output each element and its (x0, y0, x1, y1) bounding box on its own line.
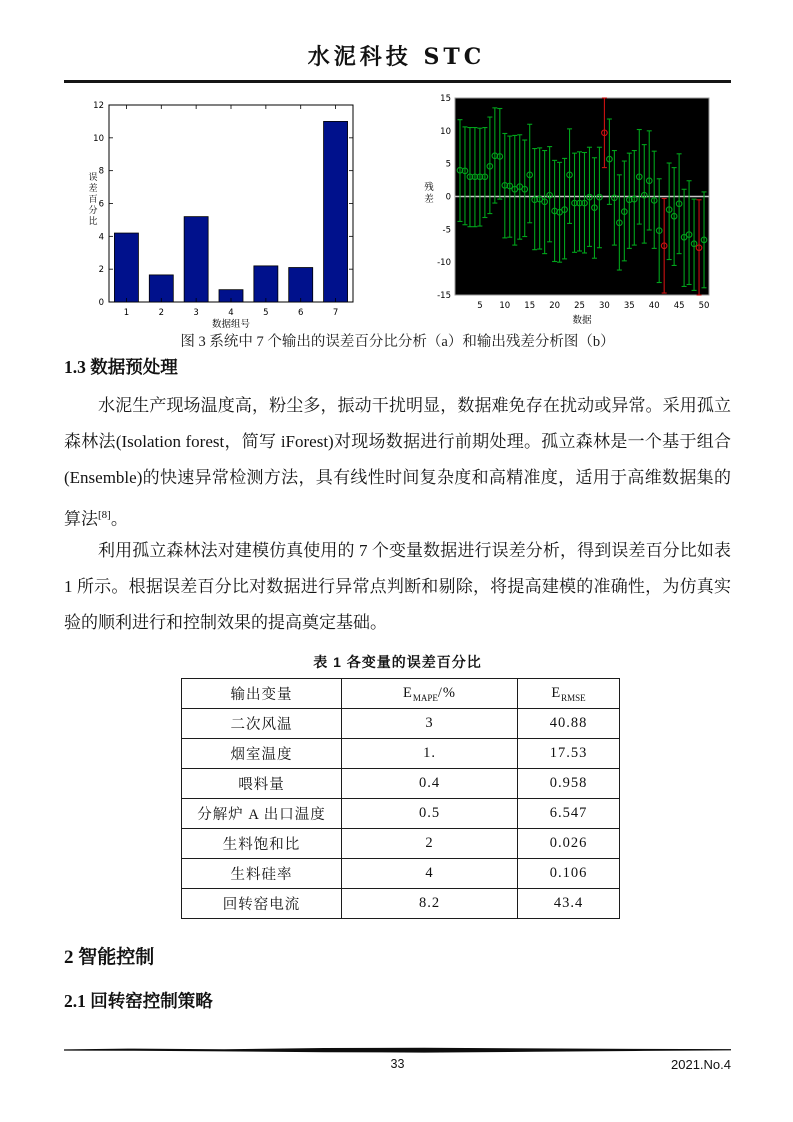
table-cell: 0.4 (342, 769, 518, 799)
errorbar-chart-svg (415, 92, 733, 337)
y-tick-label: 12 (93, 101, 104, 111)
y-tick-label: 5 (445, 159, 451, 170)
table-cell: 回转窑电流 (182, 889, 342, 919)
figure-caption: 图 3 系统中 7 个输出的误差百分比分析（a）和输出残差分析图（b） (180, 334, 615, 350)
table-cell: 43.4 (518, 889, 620, 919)
table-cell: 3 (342, 709, 518, 739)
table-row (182, 829, 620, 859)
paragraph-1-text: 水泥生产现场温度高，粉尘多，振动干扰明显，数据难免存在扰动或异常。采用孤立森林法(Isolation forest，简写 iForest)对现场数据进行前期处理。孤立森林是一个基于组合(Ensemble)的快速异常检测方法，具有线性时间复杂度和高精准度，适用于高维数据集的算法 (64, 396, 731, 529)
table-row (182, 739, 620, 769)
x-tick-label: 15 (524, 301, 536, 311)
x-tick-label: 3 (193, 308, 199, 318)
table-cell: 4 (342, 859, 518, 889)
bar-group-5 (254, 266, 278, 302)
table-cell: 0.958 (518, 769, 620, 799)
table-cell: 0.5 (342, 799, 518, 829)
x-tick-label: 1 (123, 308, 130, 318)
x-tick-label: 10 (499, 301, 511, 311)
y-tick-label: 15 (440, 94, 451, 104)
paragraph-1-end: 。 (110, 509, 128, 529)
bar-chart-xlabel: 数据组号 (211, 319, 251, 330)
y-tick-label: -10 (437, 258, 451, 269)
x-tick-label: 30 (598, 301, 610, 311)
section-heading-1-3: 1.3 数据预处理 (64, 357, 178, 377)
table-cell: 40.88 (518, 709, 620, 739)
error-percentage-table (181, 678, 620, 919)
section-heading-2: 2 智能控制 (64, 947, 155, 968)
residual-chart-ylabel: 残差 (424, 182, 434, 205)
table-cell: 0.026 (518, 829, 620, 859)
figure-3a-bar-chart (85, 95, 377, 333)
x-tick-label: 35 (623, 301, 635, 311)
table-caption: 表 1 各变量的误差百分比 (313, 654, 482, 670)
residual-chart-xlabel: 数据 (572, 315, 592, 326)
y-tick-label: 2 (98, 265, 104, 276)
x-tick-label: 25 (574, 301, 585, 311)
table-cell: 2 (342, 829, 518, 859)
table-cell: 0.106 (518, 859, 620, 889)
table-header-row (182, 679, 620, 709)
table-cell: 烟室温度 (182, 739, 342, 769)
x-tick-label: 50 (698, 301, 710, 311)
x-tick-label: 5 (477, 301, 483, 311)
header-rule (64, 80, 731, 83)
bar-group-1 (114, 233, 138, 302)
y-tick-label: 6 (98, 199, 104, 210)
bar-chart-svg (85, 95, 377, 333)
paragraph-1 (64, 388, 731, 537)
table-cell: 17.53 (518, 739, 620, 769)
table-row (182, 889, 620, 919)
x-tick-label: 45 (673, 301, 685, 311)
table-header-cell: 输出变量 (182, 679, 342, 709)
table-header-cell: $E_{MAPE}/\%$ (342, 679, 518, 709)
y-tick-label: -5 (442, 225, 451, 236)
citation-ref-8: [8] (98, 508, 111, 521)
x-tick-label: 4 (228, 308, 234, 318)
table-cell: 喂料量 (182, 769, 342, 799)
y-tick-label: 4 (98, 232, 104, 243)
issue-number: 2021.No.4 (671, 1057, 731, 1072)
bar-group-3 (184, 217, 208, 302)
table-row (182, 859, 620, 889)
y-tick-label: -15 (437, 291, 451, 301)
table-cell: 分解炉 A 出口温度 (182, 799, 342, 829)
figure-3b-residual-chart (415, 92, 733, 337)
table-cell: 8.2 (342, 889, 518, 919)
table-cell: 二次风温 (182, 709, 342, 739)
y-tick-label: 0 (98, 298, 104, 308)
table-cell: 生料硅率 (182, 859, 342, 889)
section-heading-2-1: 2.1 回转窑控制策略 (64, 991, 213, 1011)
bar-group-7 (324, 121, 348, 302)
bar-group-6 (289, 268, 313, 302)
footer-rule (64, 1047, 731, 1054)
x-tick-label: 5 (263, 308, 269, 318)
x-tick-label: 20 (549, 301, 561, 311)
table-cell: 生料饱和比 (182, 829, 342, 859)
journal-header-title: 水泥科技 STC (307, 44, 486, 70)
table-header-cell: $E_{RMSE}$ (518, 679, 620, 709)
y-tick-label: 0 (445, 192, 451, 203)
x-tick-label: 40 (648, 301, 660, 311)
table-row (182, 769, 620, 799)
y-tick-label: 8 (98, 166, 104, 177)
page-number: 33 (390, 1057, 405, 1071)
bar-group-2 (149, 275, 173, 302)
x-tick-label: 2 (158, 308, 164, 318)
y-tick-label: 10 (440, 126, 451, 137)
bar-plot-area (109, 105, 353, 302)
paragraph-2: 利用孤立森林法对建模仿真使用的 7 个变量数据进行误差分析，得到误差百分比如表 1 所示。根据误差百分比对数据进行异常点判断和剔除，将提高建模的准确性，为仿真实验的顺利进行和控制效果的提高奠定基础。 (64, 541, 731, 633)
table-cell: 6.547 (518, 799, 620, 829)
y-tick-label: 10 (93, 133, 104, 144)
table-row (182, 709, 620, 739)
table-cell: 1. (342, 739, 518, 769)
bar-chart-ylabel: 误差百分比 (88, 173, 98, 227)
x-tick-label: 6 (298, 308, 304, 318)
table-row (182, 799, 620, 829)
x-tick-label: 7 (332, 308, 339, 318)
